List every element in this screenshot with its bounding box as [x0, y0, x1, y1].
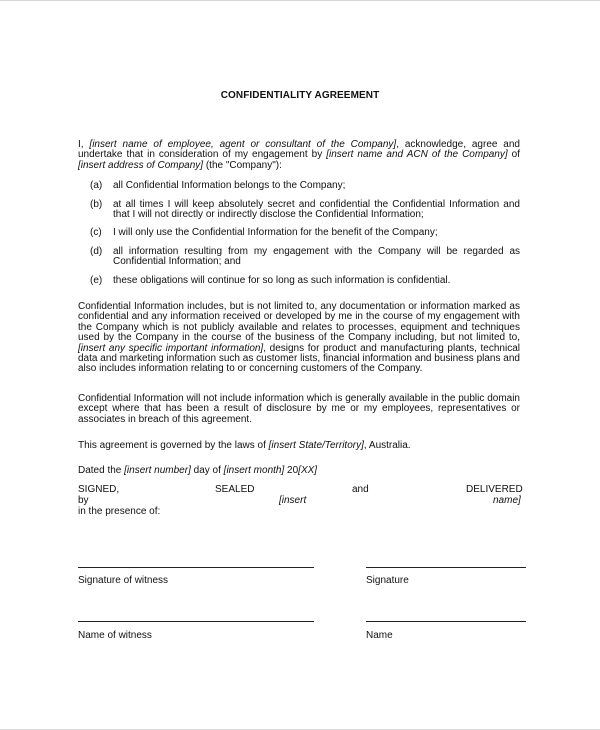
number-placeholder: [insert number] [124, 465, 191, 476]
list-label: (d) [90, 246, 103, 257]
includes-text: , designs for product and manufacturing plants, technical data and marketing information such as customer lists, financial information and business plans and also includes information relating to or concerning customers of the Company. [78, 342, 520, 375]
presence-label: in the presence of: [78, 506, 161, 517]
intro-text: , acknowledge, agree and undertake that in consideration of my engagement by [78, 139, 520, 161]
name-line [366, 621, 526, 622]
intro-text: (the "Company"): [203, 159, 282, 171]
document-title: CONFIDENTIALITY AGREEMENT [220, 90, 380, 101]
list-text: these obligations will continue for so long as such information is confidential. [113, 275, 451, 286]
state-placeholder: [insert State/Territory] [268, 440, 364, 451]
list-text: I will only use the Confidential Information for the benefit of the Company; [113, 227, 438, 238]
delivered-label: DELIVERED [466, 484, 523, 495]
address-placeholder: [insert address of Company] [78, 159, 204, 171]
insert-name-placeholder: [insert [279, 495, 307, 506]
company-placeholder: [insert name and ACN of the Company] [326, 149, 508, 161]
witness-name-label: Name of witness [78, 630, 152, 641]
witness-name-line [78, 621, 314, 622]
specific-info-placeholder: [insert any specific important information] [78, 342, 264, 354]
governed-text: This agreement is governed by the laws of [78, 440, 269, 451]
dated-text: day of [190, 465, 224, 476]
employee-placeholder: [insert name of employee, agent or consultant of the Company] [89, 139, 397, 150]
includes-text: Confidential Information includes, but is not limited to, any documentation or information marked as confidential and any information received or developed by me in the course of my engagement with the Company which is not publicly available and relates to processes, equipment and techniques used by the Company in the course of the business of the Company including, but not limited to, [78, 301, 520, 344]
list-label: (a) [90, 180, 103, 191]
name-placeholder: name] [493, 495, 521, 506]
governing-law-paragraph [78, 441, 520, 451]
and-label: and [352, 484, 369, 495]
witness-signature-label: Signature of witness [78, 575, 169, 586]
signature-label: Signature [366, 575, 409, 586]
sealed-label: SEALED [215, 484, 255, 495]
list-text: at all times I will keep absolutely secret and confidential the Confidential Information and that I will not directly or indirectly disclose the Confidential Information; [113, 199, 520, 221]
intro-paragraph [78, 140, 520, 171]
governed-text: , Australia. [363, 440, 411, 451]
by-label: by [78, 495, 89, 506]
signature-line [366, 567, 526, 568]
intro-text: of [507, 149, 520, 161]
includes-paragraph [78, 302, 520, 375]
list-label: (e) [90, 275, 103, 286]
list-label: (b) [90, 199, 103, 210]
name-label: Name [366, 630, 393, 641]
year-placeholder: [XX] [298, 465, 318, 476]
dated-line [78, 466, 520, 476]
excludes-paragraph: Confidential Information will not include information which is generally available in the public domain except where that has been a result of disclosure by me or my employees, representatives or associates in breach of this agreement. [78, 393, 520, 425]
dated-text: 20 [284, 465, 299, 476]
list-text: all information resulting from my engagement with the Company will be regarded as Confidential Information; and [113, 246, 520, 268]
signed-label: SIGNED, [78, 484, 120, 495]
month-placeholder: [insert month] [223, 465, 285, 476]
dated-text: Dated the [78, 465, 125, 476]
witness-signature-line [78, 567, 314, 568]
list-label: (c) [90, 227, 102, 238]
list-text: all Confidential Information belongs to the Company; [113, 180, 346, 191]
intro-text: I, [78, 139, 90, 150]
